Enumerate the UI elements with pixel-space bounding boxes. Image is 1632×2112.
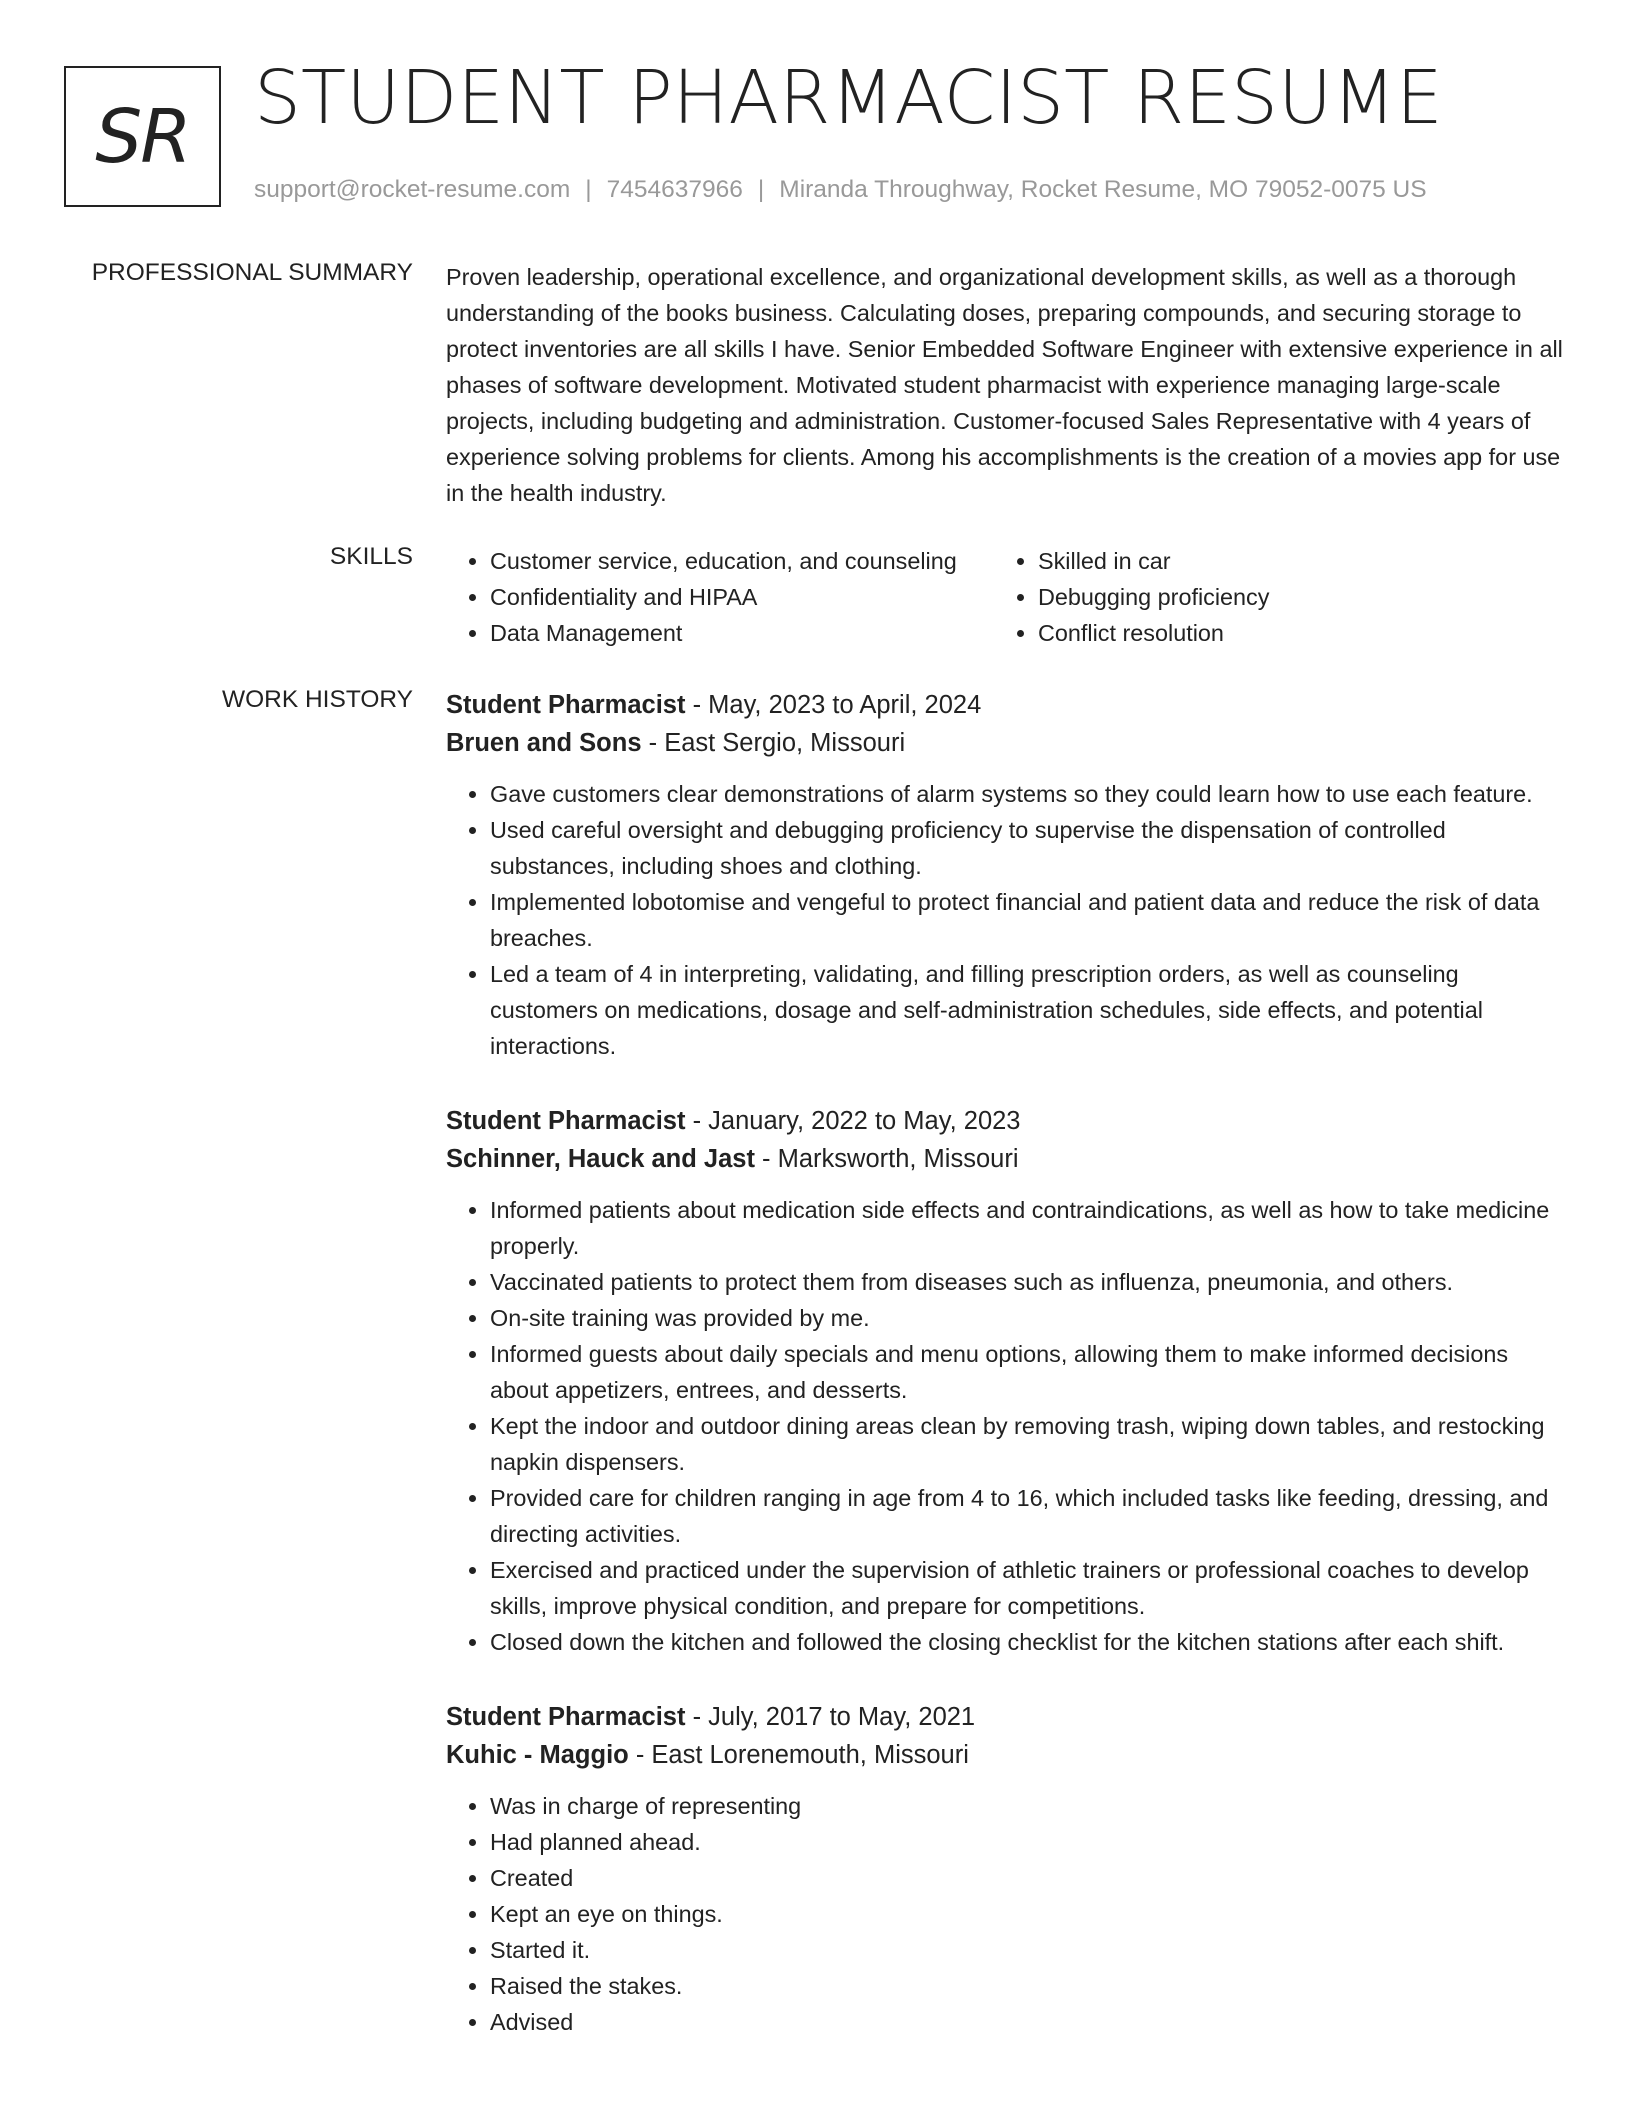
job-entry xyxy=(446,686,1566,1064)
monogram-box xyxy=(64,66,221,207)
contact-email[interactable]: support@rocket-resume.com xyxy=(254,176,571,203)
contact-separator: | xyxy=(585,176,592,203)
job-location: - East Sergio, Missouri xyxy=(641,729,906,757)
skills-list-left xyxy=(446,543,994,651)
section-label-skills: SKILLS xyxy=(329,543,413,570)
contact-address: Miranda Throughway, Rocket Resume, MO 79052-0075 US xyxy=(779,176,1427,203)
job-dates: - May, 2023 to April, 2024 xyxy=(685,691,982,719)
job-bullets xyxy=(446,1192,1566,1660)
job-entry xyxy=(446,1102,1566,1660)
skills-list-right xyxy=(994,543,1514,651)
monogram-initials: SR xyxy=(95,93,190,180)
job-bullet: • Had planned ahead. xyxy=(490,1824,1566,1860)
job-bullet: • Advised xyxy=(490,2004,1566,2040)
skill-item: • Data Management xyxy=(490,615,994,651)
job-title: Student Pharmacist xyxy=(446,691,686,719)
job-title: Student Pharmacist xyxy=(446,1107,686,1135)
job-company: Schinner, Hauck and Jast xyxy=(446,1145,755,1173)
contact-separator: | xyxy=(757,176,765,203)
job-bullet: • Kept the indoor and outdoor dining areas clean by removing trash, wiping down tables, and restocking napkin dispensers. xyxy=(490,1408,1566,1480)
resume-title: STUDENT PHARMACIST RESUME xyxy=(254,55,1443,141)
contact-line xyxy=(254,176,1427,204)
job-dates: - January, 2022 to May, 2023 xyxy=(685,1107,1021,1135)
job-company-line xyxy=(446,1736,1566,1774)
job-bullet: • Closed down the kitchen and followed the closing checklist for the kitchen stations after each shift. xyxy=(490,1624,1566,1660)
job-entry xyxy=(446,1698,1566,2040)
skill-item: • Confidentiality and HIPAA xyxy=(490,579,994,615)
job-title: Student Pharmacist xyxy=(446,1703,686,1731)
job-title-line xyxy=(446,686,1566,724)
job-bullet: • Implemented lobotomise and vengeful to protect financial and patient data and reduce the risk of data breaches. xyxy=(490,884,1566,956)
job-bullet: • Used careful oversight and debugging proficiency to supervise the dispensation of controlled substances, including shoes and clothing. xyxy=(490,812,1566,884)
skill-item: • Debugging proficiency xyxy=(1038,579,1514,615)
job-company-line xyxy=(446,724,1566,762)
job-bullet: • Informed patients about medication side effects and contraindications, as well as how to take medicine properly. xyxy=(490,1192,1566,1264)
contact-phone[interactable]: 7454637966 xyxy=(606,176,743,203)
job-location: - Marksworth, Missouri xyxy=(754,1145,1019,1173)
summary-text: Proven leadership, operational excellence, and organizational development skills, as well as a thorough understanding of the books business. Calculating doses, preparing compounds, and securing storage to protect inventories are all skills I have. Senior Embedded Software Engineer with extensive experience in all phases of software development. Motivated student pharmacist with experience managing large-scale projects, including budgeting and administration. Customer-focused Sales Representative with 4 years of experience solving problems for clients. Among his accomplishments is the creation of a movies app for use in the health industry. xyxy=(446,264,1563,506)
job-bullet: • Provided care for children ranging in age from 4 to 16, which included tasks like feeding, dressing, and directing activities. xyxy=(490,1480,1566,1552)
job-bullet: • Created xyxy=(490,1860,1566,1896)
job-bullet: • Vaccinated patients to protect them from diseases such as influenza, pneumonia, and others. xyxy=(490,1264,1566,1300)
job-dates: - July, 2017 to May, 2021 xyxy=(685,1703,976,1731)
job-location: - East Lorenemouth, Missouri xyxy=(628,1741,969,1769)
job-bullet: • Kept an eye on things. xyxy=(490,1896,1566,1932)
job-title-line xyxy=(446,1102,1566,1140)
job-bullet: • Started it. xyxy=(490,1932,1566,1968)
job-title-line xyxy=(446,1698,1566,1736)
section-label-summary: PROFESSIONAL SUMMARY xyxy=(91,259,413,286)
job-bullet: • Was in charge of representing xyxy=(490,1788,1566,1824)
job-company: Kuhic - Maggio xyxy=(446,1741,629,1769)
job-bullet: • Led a team of 4 in interpreting, validating, and filling prescription orders, as well as counseling customers on medications, dosage and self-administration schedules, side effects, and potential interactions. xyxy=(490,956,1566,1064)
job-bullet: • On-site training was provided by me. xyxy=(490,1300,1566,1336)
job-bullet: • Raised the stakes. xyxy=(490,1968,1566,2004)
job-bullet: • Exercised and practiced under the supervision of athletic trainers or professional coaches to develop skills, improve physical condition, and prepare for competitions. xyxy=(490,1552,1566,1624)
job-company-line xyxy=(446,1140,1566,1178)
skill-item: • Conflict resolution xyxy=(1038,615,1514,651)
job-bullet: • Gave customers clear demonstrations of alarm systems so they could learn how to use each feature. xyxy=(490,776,1566,812)
section-label-work-history: WORK HISTORY xyxy=(221,686,413,713)
skills-grid xyxy=(446,543,1566,651)
job-bullets xyxy=(446,776,1566,1064)
job-bullet: • Informed guests about daily specials and menu options, allowing them to make informed decisions about appetizers, entrees, and desserts. xyxy=(490,1336,1566,1408)
job-bullets xyxy=(446,1788,1566,2040)
skill-item: • Customer service, education, and counseling xyxy=(490,543,994,579)
skill-item: • Skilled in car xyxy=(1038,543,1514,579)
job-company: Bruen and Sons xyxy=(446,729,642,757)
